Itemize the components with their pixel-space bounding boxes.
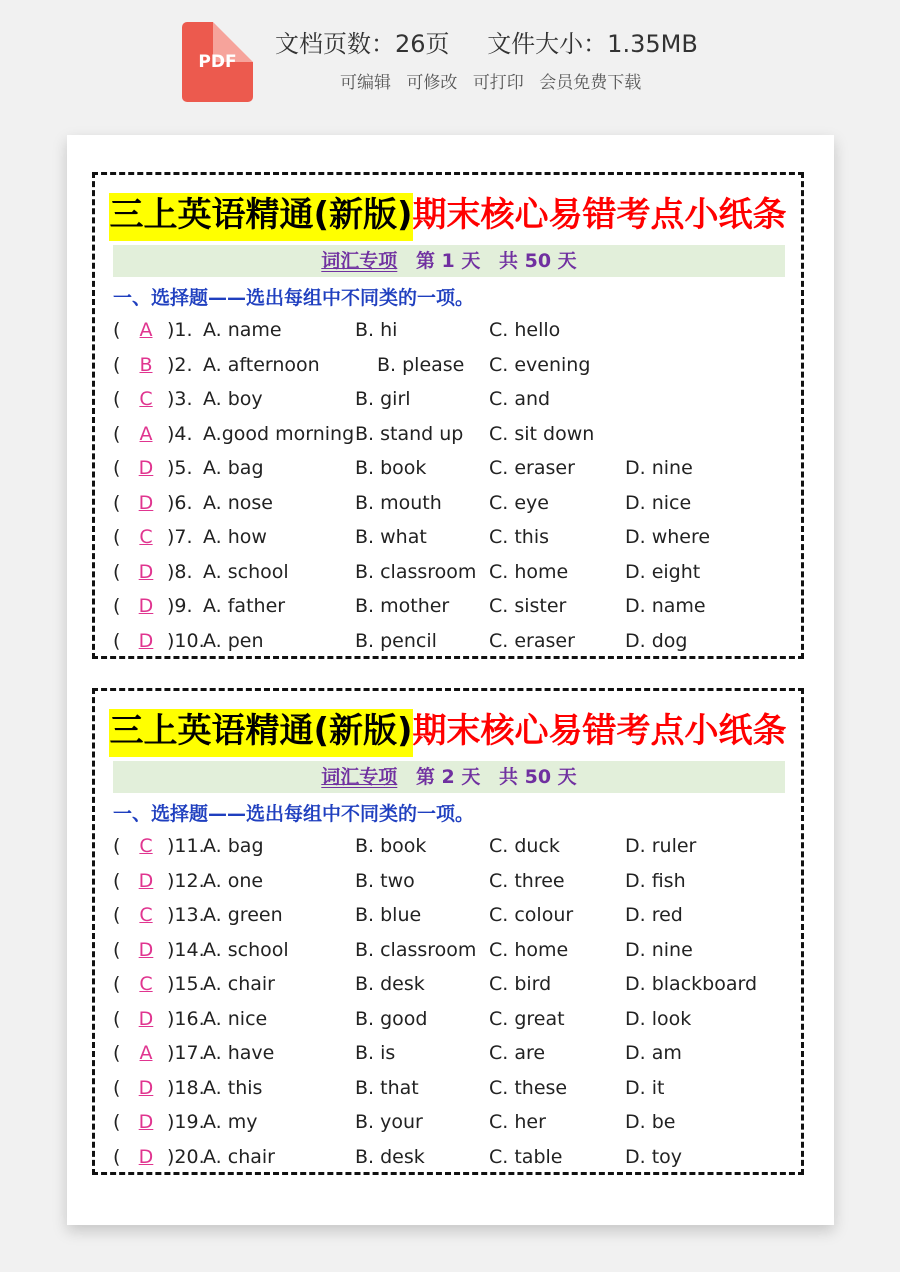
open-paren: ( xyxy=(113,1076,121,1099)
day-label: 第 2 天 xyxy=(415,766,481,788)
option-a: A. father xyxy=(203,595,286,617)
question-number: )3. xyxy=(167,388,193,410)
option-c: C. bird xyxy=(489,973,552,995)
answer-blank: A xyxy=(139,422,153,445)
question-row xyxy=(113,522,793,557)
answer-blank: D xyxy=(138,491,154,514)
question-number: )8. xyxy=(167,560,193,583)
option-a: A. nose xyxy=(203,491,273,514)
topic-label: 词汇专项 xyxy=(321,766,398,788)
question-number: )16. xyxy=(167,1007,205,1030)
open-paren: ( xyxy=(113,491,121,514)
option-d: D. where xyxy=(625,526,711,548)
question-number: )19. xyxy=(167,1111,205,1133)
option-d: D. toy xyxy=(625,1145,683,1168)
option-a: A.good morning xyxy=(203,422,355,445)
option-c: C. home xyxy=(489,560,569,583)
card-title-red: 期末核心易错考点小纸条 xyxy=(412,711,787,751)
answer-blank: C xyxy=(139,904,153,926)
option-a: A. bag xyxy=(203,835,264,857)
open-paren: ( xyxy=(113,422,121,445)
option-b: B. hi xyxy=(355,319,398,341)
option-d: D. nine xyxy=(625,457,693,479)
option-b: B. stand up xyxy=(355,422,464,445)
open-paren: ( xyxy=(113,973,121,995)
open-paren: ( xyxy=(113,1042,121,1064)
answer-blank: C xyxy=(139,526,153,548)
feature-editable: 可编辑 xyxy=(340,73,391,93)
option-a: A. green xyxy=(203,904,283,926)
option-d: D. nine xyxy=(625,938,693,961)
option-c: C. great xyxy=(489,1007,565,1030)
open-paren: ( xyxy=(113,388,121,410)
option-b: B. is xyxy=(355,1042,396,1064)
option-c: C. table xyxy=(489,1145,563,1168)
question-number: )1. xyxy=(167,319,193,341)
document-header xyxy=(0,0,900,120)
option-d: D. fish xyxy=(625,869,686,892)
option-d: D. dog xyxy=(625,629,688,652)
option-d: D. it xyxy=(625,1076,665,1099)
day-label: 第 1 天 xyxy=(415,250,481,272)
question-row xyxy=(113,315,793,350)
option-a: A. bag xyxy=(203,457,264,479)
option-d: D. be xyxy=(625,1111,676,1133)
question-number: )17. xyxy=(167,1042,205,1064)
option-d: D. blackboard xyxy=(625,973,758,995)
answer-blank: D xyxy=(138,1007,154,1030)
pdf-file-icon xyxy=(182,22,253,102)
card-title-red: 期末核心易错考点小纸条 xyxy=(412,195,787,235)
question-row xyxy=(113,969,793,1004)
feature-member-download: 会员免费下载 xyxy=(539,73,642,93)
option-c: C. duck xyxy=(489,835,560,857)
question-number: )2. xyxy=(167,353,193,376)
option-a: A. school xyxy=(203,560,289,583)
section-heading: 一、选择题——选出每组中不同类的一项。 xyxy=(113,803,475,825)
file-meta xyxy=(275,24,728,59)
option-b: B. desk xyxy=(355,973,425,995)
question-row xyxy=(113,557,793,592)
total-days-label: 共 50 天 xyxy=(499,250,577,272)
open-paren: ( xyxy=(113,629,121,652)
option-c: C. eraser xyxy=(489,457,575,479)
option-b: B. pencil xyxy=(355,629,437,652)
answer-blank: D xyxy=(138,1076,154,1099)
question-row xyxy=(113,419,793,454)
question-number: )10. xyxy=(167,629,205,652)
question-row xyxy=(113,350,793,385)
question-number: )14. xyxy=(167,938,205,961)
option-c: C. her xyxy=(489,1111,546,1133)
feature-modifiable: 可修改 xyxy=(406,73,458,93)
file-size: 文件大小：1.35MB xyxy=(487,30,698,58)
option-c: C. eraser xyxy=(489,629,575,652)
option-b: B. girl xyxy=(355,388,411,410)
question-number: )13. xyxy=(167,904,205,926)
option-c: C. three xyxy=(489,869,565,892)
option-c: C. colour xyxy=(489,904,574,926)
question-row xyxy=(113,626,793,661)
option-b: B. classroom xyxy=(355,560,477,583)
question-row xyxy=(113,935,793,970)
question-row xyxy=(113,488,793,523)
question-row xyxy=(113,866,793,901)
worksheet-card xyxy=(92,172,804,659)
feature-list xyxy=(340,68,651,93)
option-d: D. ruler xyxy=(625,835,697,857)
question-number: )18. xyxy=(167,1076,205,1099)
option-a: A. boy xyxy=(203,388,263,410)
open-paren: ( xyxy=(113,526,121,548)
question-number: )12. xyxy=(167,869,205,892)
document-page xyxy=(67,135,834,1225)
option-a: A. chair xyxy=(203,973,275,995)
option-b: B. book xyxy=(355,457,427,479)
answer-blank: B xyxy=(139,353,153,376)
option-c: C. these xyxy=(489,1076,568,1099)
card-subtitle-bar xyxy=(113,761,785,793)
option-d: D. eight xyxy=(625,560,701,583)
answer-blank: D xyxy=(138,1145,154,1168)
option-b: B. what xyxy=(355,526,427,548)
answer-blank: C xyxy=(139,835,153,857)
open-paren: ( xyxy=(113,904,121,926)
option-a: A. how xyxy=(203,526,267,548)
option-b: B. classroom xyxy=(355,938,477,961)
question-list xyxy=(113,831,793,1176)
option-b: B. mother xyxy=(355,595,450,617)
option-a: A. nice xyxy=(203,1007,268,1030)
option-b: B. your xyxy=(355,1111,423,1133)
option-a: A. name xyxy=(203,319,282,341)
question-list xyxy=(113,315,793,660)
open-paren: ( xyxy=(113,1111,121,1133)
option-b: B. desk xyxy=(355,1145,425,1168)
answer-blank: D xyxy=(138,938,154,961)
open-paren: ( xyxy=(113,869,121,892)
question-row xyxy=(113,1107,793,1142)
option-d: D. name xyxy=(625,595,706,617)
section-heading: 一、选择题——选出每组中不同类的一项。 xyxy=(113,287,475,309)
option-c: C. sit down xyxy=(489,422,595,445)
answer-blank: D xyxy=(138,869,154,892)
option-b: B. good xyxy=(355,1007,428,1030)
answer-blank: D xyxy=(138,560,154,583)
option-d: D. red xyxy=(625,904,683,926)
question-row xyxy=(113,1038,793,1073)
question-number: )5. xyxy=(167,457,193,479)
option-c: C. this xyxy=(489,526,550,548)
option-a: A. chair xyxy=(203,1145,275,1168)
question-row xyxy=(113,831,793,866)
option-a: A. have xyxy=(203,1042,275,1064)
open-paren: ( xyxy=(113,457,121,479)
open-paren: ( xyxy=(113,319,121,341)
question-number: )7. xyxy=(167,526,193,548)
worksheet-card xyxy=(92,688,804,1175)
page-count: 文档页数：26页 xyxy=(275,30,450,58)
option-b: B. mouth xyxy=(355,491,442,514)
open-paren: ( xyxy=(113,1007,121,1030)
answer-blank: C xyxy=(139,973,153,995)
open-paren: ( xyxy=(113,835,121,857)
answer-blank: A xyxy=(139,319,153,341)
option-a: A. this xyxy=(203,1076,263,1099)
option-a: A. one xyxy=(203,869,264,892)
question-number: )11. xyxy=(167,835,205,857)
open-paren: ( xyxy=(113,595,121,617)
option-c: C. hello xyxy=(489,319,561,341)
option-b: B. please xyxy=(377,353,465,376)
card-title xyxy=(95,187,801,243)
answer-blank: C xyxy=(139,388,153,410)
option-a: A. school xyxy=(203,938,289,961)
answer-blank: D xyxy=(138,1111,154,1133)
feature-printable: 可打印 xyxy=(472,73,524,93)
option-b: B. book xyxy=(355,835,427,857)
option-a: A. pen xyxy=(203,629,264,652)
pdf-label: PDF xyxy=(198,52,237,72)
open-paren: ( xyxy=(113,1145,121,1168)
answer-blank: D xyxy=(138,457,154,479)
option-c: C. home xyxy=(489,938,569,961)
answer-blank: A xyxy=(139,1042,153,1064)
option-c: C. and xyxy=(489,388,551,410)
topic-label: 词汇专项 xyxy=(321,250,398,272)
question-row xyxy=(113,453,793,488)
question-row xyxy=(113,1073,793,1108)
question-number: )9. xyxy=(167,595,193,617)
question-row xyxy=(113,384,793,419)
card-title-highlight: 三上英语精通(新版) xyxy=(109,709,412,757)
option-a: A. my xyxy=(203,1111,258,1133)
option-d: D. nice xyxy=(625,491,692,514)
option-c: C. sister xyxy=(489,595,567,617)
question-row xyxy=(113,591,793,626)
question-row xyxy=(113,1004,793,1039)
option-b: B. blue xyxy=(355,904,422,926)
option-d: D. look xyxy=(625,1007,692,1030)
total-days-label: 共 50 天 xyxy=(499,766,577,788)
option-a: A. afternoon xyxy=(203,353,320,376)
card-title xyxy=(95,703,801,759)
card-title-highlight: 三上英语精通(新版) xyxy=(109,193,412,241)
answer-blank: D xyxy=(138,595,154,617)
option-d: D. am xyxy=(625,1042,682,1064)
question-number: )6. xyxy=(167,491,193,514)
open-paren: ( xyxy=(113,938,121,961)
card-subtitle-bar xyxy=(113,245,785,277)
option-b: B. that xyxy=(355,1076,419,1099)
question-number: )4. xyxy=(167,422,193,445)
option-b: B. two xyxy=(355,869,415,892)
answer-blank: D xyxy=(138,629,154,652)
question-row xyxy=(113,900,793,935)
option-c: C. evening xyxy=(489,353,591,376)
question-number: )15. xyxy=(167,973,205,995)
option-c: C. are xyxy=(489,1042,546,1064)
question-row xyxy=(113,1142,793,1177)
option-c: C. eye xyxy=(489,491,549,514)
open-paren: ( xyxy=(113,353,121,376)
question-number: )20. xyxy=(167,1145,205,1168)
open-paren: ( xyxy=(113,560,121,583)
